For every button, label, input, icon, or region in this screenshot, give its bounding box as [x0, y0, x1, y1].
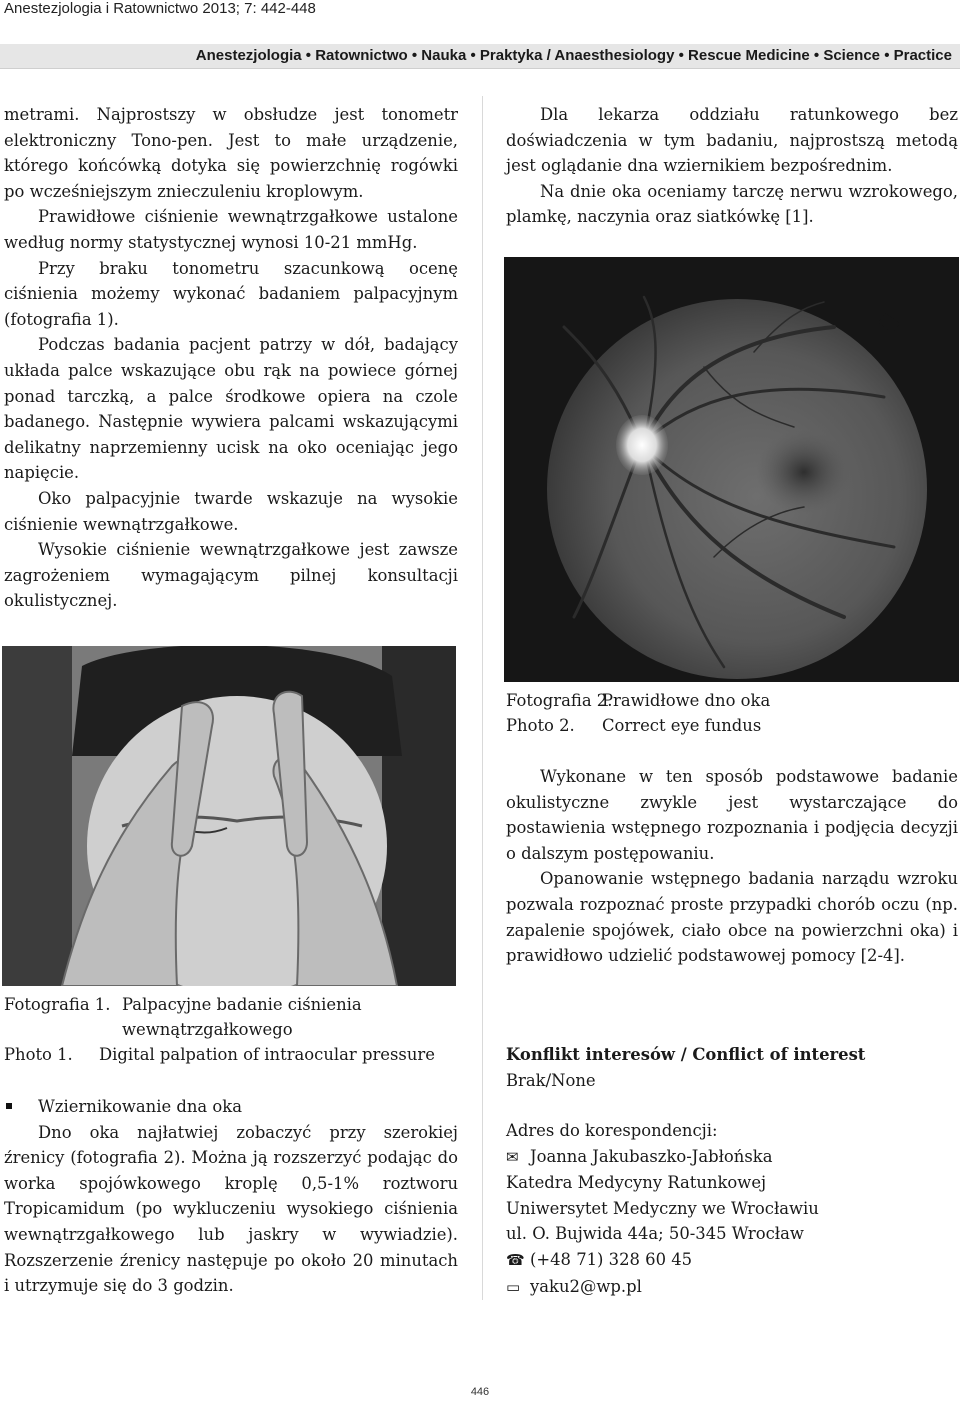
bullet-icon: [6, 1103, 12, 1109]
section-heading: [4, 1094, 458, 1120]
right-column-intro: [506, 102, 958, 230]
eye-fundus-photo: [504, 257, 959, 682]
conflict-of-interest: [506, 1042, 958, 1093]
caption-label: Fotografia 2.: [506, 691, 613, 710]
address-name-row: [506, 1144, 958, 1171]
journal-reference: Anestezjologia i Ratownictwo 2013; 7: 442-448: [4, 0, 316, 17]
address-department: Katedra Medycyny Ratunkowej: [506, 1173, 767, 1193]
caption-text: Palpacyjne badanie ciśnienia: [122, 995, 362, 1014]
page-number: 446: [470, 1386, 490, 1398]
phone-icon: ☎: [506, 1250, 525, 1269]
paragraph: Prawidłowe ciśnienie wewnątrzgałkowe ustalone według normy statystycznej wynosi 10-21 mmHg.: [4, 207, 458, 252]
paragraph: Wysokie ciśnienie wewnątrzgałkowe jest zawsze zagrożeniem wymagającym pilnej konsultacji okulistycznej.: [4, 540, 458, 611]
paragraph: Przy braku tonometru szacunkową ocenę ciśnienia możemy wykonać badaniem palpacyjnym (fotografia 1).: [4, 258, 458, 329]
left-column-text: [4, 102, 458, 614]
journal-banner: [0, 44, 960, 69]
paragraph: Podczas badania pacjent patrzy w dół, badający układa palce wskazujące obu rąk na powiece górnej ponad tarczką, a palce środkowe opiera na czole badanego. Następnie wywiera palcami wskazującymi delikatny naprzemienny ucisk na oko oceniając jego napięcie.: [4, 335, 458, 483]
paragraph: Dla lekarza oddziału ratunkowego bez doświadczenia w tym badaniu, najprostszą metodą jest oglądanie dna wziernikiem bezpośrednim.: [506, 105, 958, 176]
address-label: Adres do korespondencji:: [506, 1121, 718, 1140]
paragraph: Na dnie oka oceniamy tarczę nerwu wzrokowego, plamkę, naczynia oraz siatkówkę [1].: [506, 181, 958, 227]
address-university: Uniwersytet Medyczny we Wrocławiu: [506, 1198, 819, 1218]
email-address[interactable]: yaku2@wp.pl: [530, 1276, 642, 1296]
author-name: Joanna Jakubaszko-Jabłońska: [530, 1146, 773, 1166]
palpation-image: [2, 646, 456, 986]
caption-pl: [4, 992, 474, 1017]
caption-text: Correct eye fundus: [602, 716, 762, 735]
phone-number: (+48 71) 328 60 45: [530, 1249, 693, 1269]
section-heading-text: Wziernikowanie dna oka: [38, 1097, 242, 1116]
right-column-text: [506, 764, 958, 969]
caption-label: Fotografia 1.: [4, 995, 111, 1014]
caption-text: Digital palpation of intraocular pressure: [99, 1045, 435, 1064]
journal-banner-text: Anestezjologia • Ratownictwo • Nauka • Praktyka / Anaesthesiology • Rescue Medicine • Science • Practice: [195, 47, 952, 64]
caption-pl-continued: [4, 1017, 474, 1042]
figure-1-caption: [4, 992, 474, 1067]
caption-label: Photo 2.: [506, 716, 575, 735]
caption-text: wewnątrzgałkowego: [122, 1020, 293, 1039]
caption-label: Photo 1.: [4, 1045, 73, 1064]
envelope-icon: ✉: [506, 1147, 519, 1166]
caption-en: [506, 713, 946, 738]
paragraph: Dno oka najłatwiej zobaczyć przy szerokiej źrenicy (fotografia 2). Można ją rozszerzyć podając do worka spojówkowego kroplę 0,5-1% roztworu Tropicamidum (po wykluczeniu wysokiego ciśnienia wewnątrzgałkowego lub jaskry w wywiadzie). Rozszerzenie źrenicy następuje po około 20 minutach i utrzymuje się do 3 godzin.: [4, 1122, 458, 1296]
column-divider: [482, 96, 483, 1300]
address-email-row: [506, 1274, 958, 1301]
conflict-value: Brak/None: [506, 1070, 596, 1090]
fundus-image: [504, 257, 959, 682]
conflict-title: Konflikt interesów / Conflict of interest: [506, 1045, 866, 1064]
palpation-photo: [2, 646, 456, 986]
address-phone-row: [506, 1247, 958, 1274]
paragraph: metrami. Najprostszy w obsłudze jest tonometr elektroniczny Tono-pen. Jest to małe urządzenie, którego końcówką dotyka się powierzchnię rogówki po wcześniejszym znieczuleniu kroplowym.: [4, 105, 458, 201]
figure-2-caption: [506, 688, 946, 738]
paragraph: Wykonane w ten sposób podstawowe badanie okulistyczne zwykle jest wystarczające do postawienia wstępnego rozpoznania i podjęcia decyzji o dalszym postępowaniu.: [506, 767, 958, 863]
computer-icon: ▭: [506, 1277, 521, 1296]
paragraph: Opanowanie wstępnego badania narządu wzroku pozwala rozpoznać proste przypadki chorób oczu (np. zapalenie spojówek, ciało obce na powierzchni oka) i prawidłowo udzielić podstawowej pomocy [2-4].: [506, 869, 958, 966]
address-street: ul. O. Bujwida 44a; 50-345 Wrocław: [506, 1224, 804, 1244]
caption-pl: [506, 688, 946, 713]
fundus-section: [4, 1094, 458, 1299]
caption-en: [4, 1042, 474, 1067]
caption-text: Prawidłowe dno oka: [602, 691, 771, 710]
correspondence-address: [506, 1118, 958, 1300]
paragraph: Oko palpacyjnie twarde wskazuje na wysokie ciśnienie wewnątrzgałkowe.: [4, 488, 458, 534]
